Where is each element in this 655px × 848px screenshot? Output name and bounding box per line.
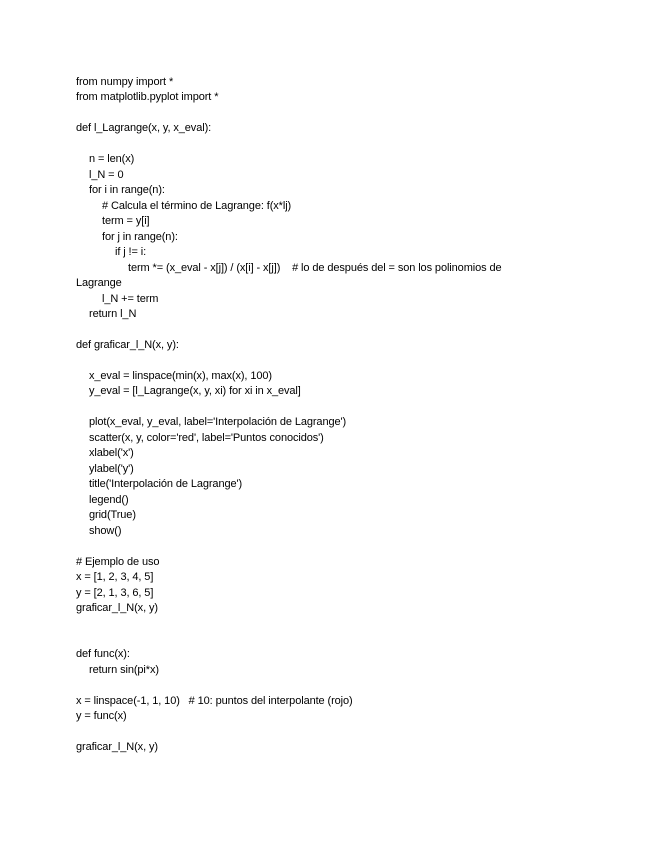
code-line: x_eval = linspace(min(x), max(x), 100) xyxy=(89,370,272,382)
code-line: for j in range(n): xyxy=(102,231,178,243)
code-line: y_eval = [l_Lagrange(x, y, xi) for xi in x_eval] xyxy=(89,385,301,397)
code-line: graficar_l_N(x, y) xyxy=(76,602,158,614)
code-line: y = func(x) xyxy=(76,710,127,722)
code-line: def graficar_l_N(x, y): xyxy=(76,339,179,351)
code-line: def func(x): xyxy=(76,648,130,660)
code-line: y = [2, 1, 3, 6, 5] xyxy=(76,587,154,599)
code-line: if j != i: xyxy=(115,246,147,258)
code-line: def l_Lagrange(x, y, x_eval): xyxy=(76,122,212,134)
code-line: graficar_l_N(x, y) xyxy=(76,741,158,753)
code-line: x = linspace(-1, 1, 10) # 10: puntos del interpolante (rojo) xyxy=(76,695,353,707)
code-line: from matplotlib.pyplot import * xyxy=(76,91,219,103)
code-line: scatter(x, y, color='red', label='Puntos conocidos') xyxy=(89,432,324,444)
code-line: xlabel('x') xyxy=(89,447,134,459)
code-line: grid(True) xyxy=(89,509,136,521)
code-line: x = [1, 2, 3, 4, 5] xyxy=(76,571,154,583)
code-line: l_N += term xyxy=(102,293,159,305)
code-line: # Calcula el término de Lagrange: f(x*lj) xyxy=(102,200,292,212)
code-line: l_N = 0 xyxy=(89,169,124,181)
code-line: Lagrange xyxy=(76,277,122,289)
code-line: term = y[i] xyxy=(102,215,150,227)
code-line: ylabel('y') xyxy=(89,463,134,475)
code-line: from numpy import * xyxy=(76,76,174,88)
code-line: # Ejemplo de uso xyxy=(76,556,160,568)
code-line: for i in range(n): xyxy=(89,184,165,196)
code-line: plot(x_eval, y_eval, label='Interpolación de Lagrange') xyxy=(89,416,347,428)
code-line: return sin(pi*x) xyxy=(89,664,159,676)
code-line: legend() xyxy=(89,494,129,506)
code-line: term *= (x_eval - x[j]) / (x[i] - x[j]) # lo de después del = son los polinomios de xyxy=(128,262,502,274)
code-line: n = len(x) xyxy=(89,153,135,165)
code-line: return l_N xyxy=(89,308,137,320)
code-line: show() xyxy=(89,525,122,537)
code-line: title('Interpolación de Lagrange') xyxy=(89,478,243,490)
